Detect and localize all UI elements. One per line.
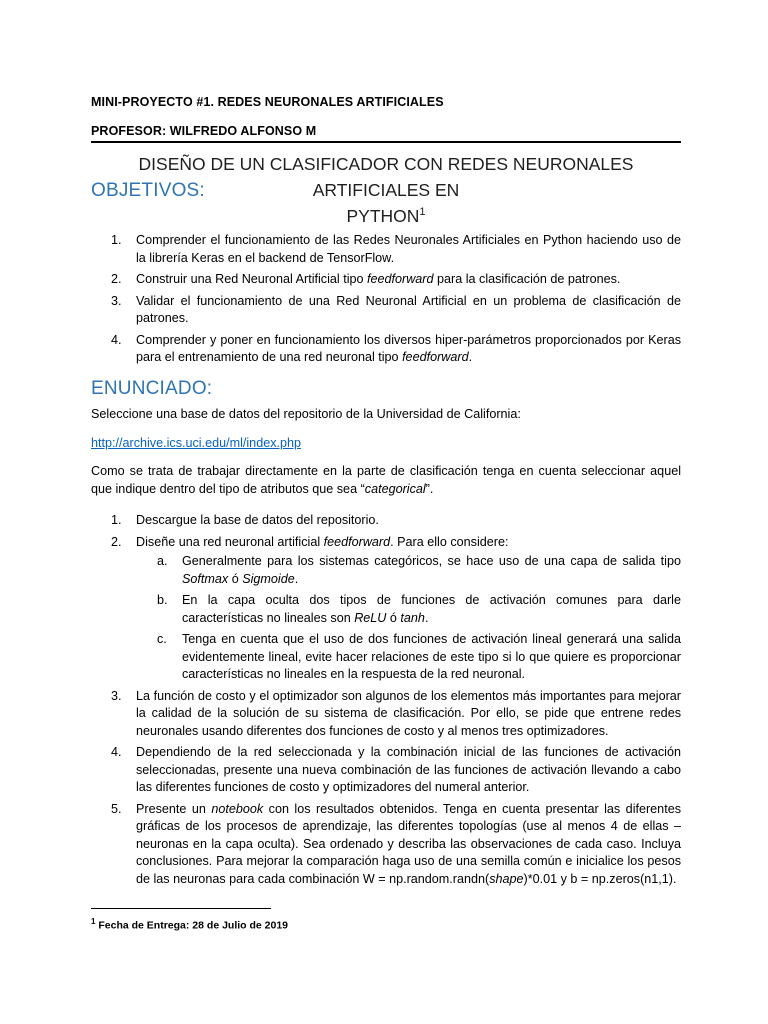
- item-emphasis: tanh: [400, 610, 425, 625]
- title-line-1: DISEÑO DE UN CLASIFICADOR CON REDES NEURONALES ARTIFICIALES EN: [138, 154, 634, 200]
- sub-item: [136, 553, 681, 588]
- footnote: [91, 917, 288, 932]
- step-item: [91, 512, 681, 530]
- statement-intro: Seleccione una base de datos del repositorio de la Universidad de California:: [91, 407, 521, 421]
- title-footnote-mark: 1: [419, 206, 426, 219]
- item-emphasis: Softmax: [182, 571, 229, 586]
- footnote-mark: 1: [91, 917, 96, 926]
- paragraph-emphasis: categorical: [364, 482, 426, 496]
- item-emphasis: feedforward: [367, 272, 434, 286]
- item-number: 5.: [111, 801, 122, 816]
- item-text: .: [294, 571, 299, 586]
- item-text: Validar el funcionamiento de una Red Neuronal Artificial en un problema de clasificación de patrones.: [136, 293, 681, 325]
- item-text: Tenga en cuenta que el uso de dos funciones de activación lineal generará una salida evidentemente lineal, evite hacer relaciones de este tipo si lo que quiere es proporcionar características no lineales en la respuesta de la red neuronal.: [182, 632, 681, 681]
- item-text: Dependiendo de la red seleccionada y la combinación inicial de las funciones de activación seleccionadas, presente una nueva combinación de las funciones de activación llevando a cabo las diferentes funciones de costo y optimizadores del numeral anterior.: [136, 745, 681, 794]
- item-number: 2.: [111, 534, 122, 549]
- item-emphasis: feedforward: [323, 534, 391, 549]
- sub-list: [136, 553, 681, 684]
- sub-item: [136, 631, 681, 684]
- item-text: Comprender el funcionamiento de las Redes Neuronales Artificiales en Python haciendo uso de la librería Keras en el backend de TensorFlow.: [136, 233, 681, 265]
- item-emphasis: notebook: [211, 801, 264, 816]
- item-text: con los resultados obtenidos. Tenga en cuenta presentar las diferentes gráficas de los procesos de aprendizaje, las diferentes topologías (use al menos 4 de ellas – neuronas en la capa oculta). Sea ordenado y describa las observaciones de cada caso. Incluya conclusiones. Para mejorar la comparación haga uso de una semilla común e inicialice los pesos de las neuronas para cada combinación W = np.random.randn(: [136, 801, 681, 886]
- item-emphasis: shape: [489, 871, 524, 886]
- item-number: 4.: [111, 745, 122, 759]
- paragraph-text: ”.: [425, 482, 434, 496]
- categorical-paragraph: [91, 462, 681, 498]
- item-number: 4.: [111, 332, 122, 347]
- objective-item: [91, 293, 681, 328]
- objectives-heading: OBJETIVOS:: [91, 180, 205, 201]
- item-letter: c.: [157, 632, 167, 646]
- footnote-divider: [91, 908, 271, 909]
- item-text: Presente un: [136, 801, 212, 816]
- step-item: [91, 534, 681, 684]
- step-item: [91, 688, 681, 741]
- item-text: Descargue la base de datos del repositorio.: [136, 513, 379, 527]
- item-text: Construir una Red Neuronal Artificial tipo: [136, 272, 367, 286]
- uci-repository-link[interactable]: http://archive.ics.uci.edu/ml/index.php: [91, 436, 302, 450]
- objective-item: [91, 332, 681, 367]
- item-number: 3.: [111, 688, 122, 703]
- item-text: ó: [228, 571, 243, 586]
- statement-heading: ENUNCIADO:: [91, 378, 213, 399]
- item-emphasis: ReLU: [354, 610, 387, 625]
- steps-list: [91, 512, 681, 892]
- objective-item: [91, 232, 681, 267]
- professor-header: PROFESOR: WILFREDO ALFONSO M: [91, 124, 317, 138]
- objectives-list: [91, 232, 681, 371]
- item-emphasis: Sigmoide: [242, 571, 295, 586]
- step-item: [91, 801, 681, 889]
- sub-item: [136, 592, 681, 627]
- item-text: En la capa oculta dos tipos de funciones de activación comunes para darle características no lineales son: [182, 593, 681, 625]
- item-number: 1.: [111, 513, 122, 527]
- objective-item: [91, 271, 681, 289]
- project-header: MINI-PROYECTO #1. REDES NEURONALES ARTIFICIALES: [91, 95, 444, 109]
- item-text: .: [468, 350, 473, 364]
- item-number: 3.: [111, 293, 122, 308]
- step-item: [91, 744, 681, 797]
- item-text: )*0.01 y b = np.zeros(n1,1).: [523, 871, 677, 886]
- footnote-text: Fecha de Entrega: 28 de Julio de 2019: [95, 919, 289, 932]
- item-text: ó: [386, 610, 401, 625]
- item-text: Comprender y poner en funcionamiento los diversos hiper-parámetros proporcionados por Keras para el entrenamiento de una red neuronal tipo: [136, 332, 681, 364]
- item-text: La función de costo y el optimizador son algunos de los elementos más importantes para mejorar la calidad de la solución de su sistema de clasificación. Por ello, se pide que entrene redes neuronales usando diferentes dos funciones de costo y al menos tres optimizadores.: [136, 688, 681, 738]
- item-text: . Para ello considere:: [390, 534, 509, 549]
- item-text: .: [424, 610, 429, 625]
- paragraph-text: Como se trata de trabajar directamente en la parte de clasificación tenga en cuenta seleccionar aquel que indique dentro del tipo de atributos que sea “: [91, 464, 681, 496]
- item-emphasis: feedforward: [402, 350, 469, 364]
- item-text: Diseñe una red neuronal artificial: [136, 534, 324, 549]
- title-line-2: PYTHON: [346, 206, 420, 226]
- item-text: para la clasificación de patrones.: [433, 272, 621, 286]
- item-letter: b.: [157, 593, 168, 607]
- item-letter: a.: [157, 554, 168, 568]
- item-number: 2.: [111, 272, 122, 286]
- header-divider: [91, 141, 681, 143]
- item-text: Generalmente para los sistemas categóricos, se hace uso de una capa de salida tipo: [182, 554, 681, 568]
- item-number: 1.: [111, 233, 122, 247]
